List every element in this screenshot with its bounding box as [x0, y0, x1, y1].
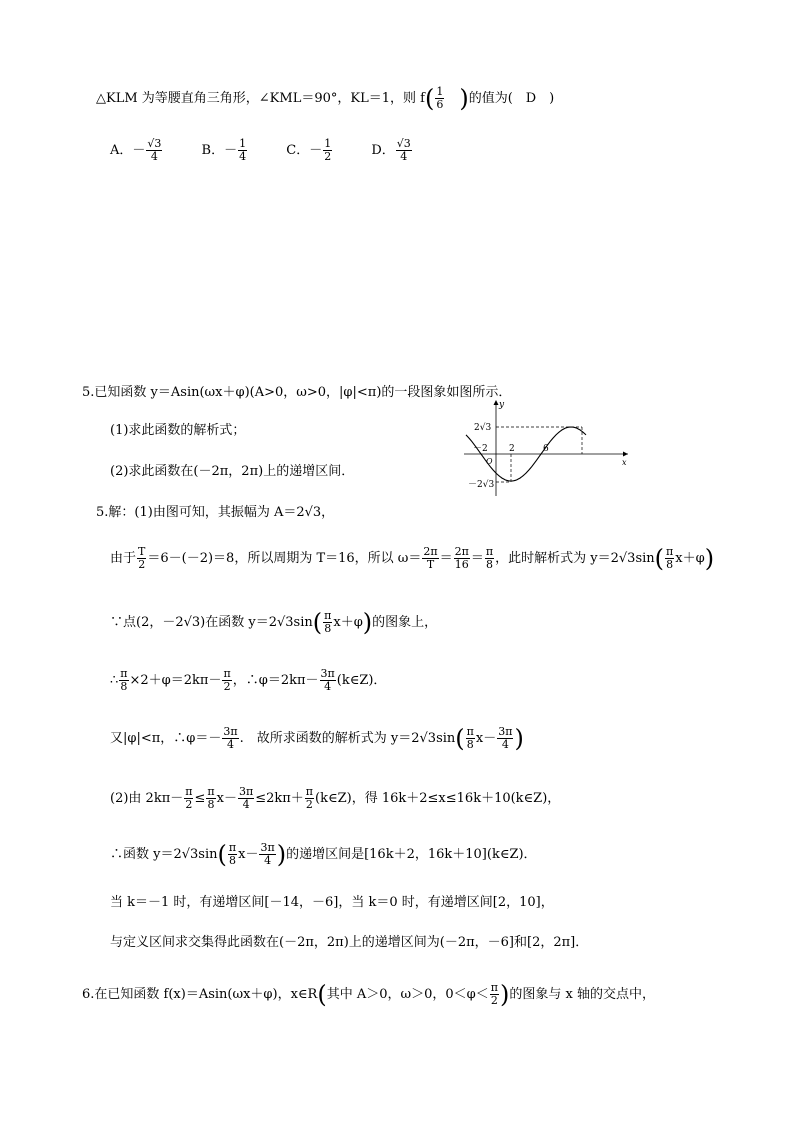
option-label: C．－ — [286, 143, 323, 158]
y-axis-label: y — [499, 400, 505, 410]
text: (2)由 2kπ－ — [110, 791, 184, 806]
text: 的图象上， — [372, 615, 438, 630]
frac-den: 8 — [666, 558, 674, 571]
q5-sub1: (1)求此函数的解析式； — [110, 423, 246, 438]
frac-num: 1 — [239, 137, 247, 150]
text: 的图象与 x 轴的交点中， — [509, 987, 655, 1002]
frac-num: π — [120, 667, 128, 680]
text: ∴ — [110, 673, 119, 688]
q4-text-a: △KLM 为等腰直角三角形，∠KML＝90°，KL＝1，则 f — [96, 91, 425, 106]
y-bottom-label: －2√3 — [468, 480, 495, 490]
text: ≤2kπ＋ — [255, 791, 304, 806]
solution-period — [110, 546, 714, 571]
solution-k-cases: 当 k＝－1 时，有递增区间[－14，－6]，当 k＝0 时，有递增区间[2，10]， — [110, 895, 554, 910]
q4-options — [110, 138, 447, 163]
frac-den: 2 — [223, 680, 231, 693]
text: ×2＋φ＝2kπ－ — [129, 673, 222, 688]
fraction — [305, 786, 314, 811]
option-d — [371, 138, 412, 163]
frac-num: π — [466, 725, 474, 738]
fraction — [454, 546, 470, 571]
frac-num: π — [223, 667, 231, 680]
paren-open: ( — [317, 980, 327, 1009]
fraction — [323, 610, 332, 635]
frac-den: 8 — [207, 798, 215, 811]
frac-num: π — [485, 545, 494, 558]
fraction — [665, 546, 674, 571]
frac-num: π — [207, 785, 215, 798]
frac-num: 3π — [260, 841, 275, 854]
text: 6.在已知函数 f(x)＝Asin(ωx＋φ)，x∈R — [82, 987, 318, 1002]
q4-stem — [96, 86, 554, 111]
fraction — [119, 668, 128, 693]
q6-stem — [82, 982, 655, 1007]
fraction — [259, 842, 275, 867]
frac-num: 3π — [238, 785, 254, 798]
x-arrow-icon — [623, 452, 628, 457]
fraction — [184, 786, 193, 811]
solution-final: 与定义区间求交集得此函数在(－2π，2π)上的递增区间为(－2π，－6]和[2，2π]． — [110, 935, 589, 950]
fraction — [422, 546, 438, 571]
option-fraction — [146, 138, 162, 163]
text: (k∈Z)，得 16k＋2≤x≤16k＋10(k∈Z)， — [315, 791, 561, 806]
frac-num: 2π — [423, 545, 438, 558]
fraction — [238, 786, 254, 811]
frac-den: 8 — [229, 854, 236, 867]
fraction — [497, 726, 513, 751]
solution-increasing — [110, 842, 537, 867]
text: 由于 — [110, 551, 137, 566]
text: x＋φ — [675, 551, 705, 566]
frac-num: 3π — [320, 667, 335, 680]
frac-den: 4 — [324, 680, 332, 693]
text: ＝6－(－2)＝8，所以周期为 T＝16，所以 ω＝ — [147, 551, 422, 566]
frac-num: π — [185, 785, 193, 798]
solution-part2 — [110, 786, 560, 811]
solution-again — [110, 726, 524, 751]
frac-den: 4 — [242, 798, 250, 811]
q5-sub2: (2)求此函数在(－2π，2π)上的递增区间． — [110, 464, 355, 479]
text: ∴函数 y＝2√3sin — [110, 847, 218, 862]
frac-den: 6 — [436, 98, 444, 111]
y-top-label: 2√3 — [474, 423, 492, 433]
text: ＝ — [439, 551, 453, 566]
frac-den: 2 — [185, 798, 193, 811]
frac-den: 8 — [466, 738, 474, 751]
fraction — [228, 842, 237, 867]
paren-close: ) — [514, 724, 524, 753]
frac-num: π — [666, 545, 674, 558]
frac-num: π — [490, 981, 498, 994]
solution-therefore — [110, 668, 386, 693]
frac-num: √3 — [147, 137, 162, 150]
paren-open: ( — [654, 544, 665, 573]
frac-den: 4 — [400, 150, 408, 163]
sine-graph — [462, 396, 632, 500]
paren-open: ( — [312, 608, 323, 637]
frac-num: π — [305, 785, 314, 798]
fraction — [466, 726, 475, 751]
paren-close: ) — [276, 840, 287, 869]
text: ∵点(2，－2√3)在函数 y＝2√3sin — [110, 615, 313, 630]
y-arrow-icon — [494, 400, 499, 405]
q5-stem: 5.已知函数 y＝Asin(ωx＋φ)(A>0，ω>0，|φ|<π)的一段图象如图所示． — [82, 385, 512, 400]
q4-fraction — [435, 86, 444, 111]
paren-open: ( — [217, 840, 227, 869]
fraction — [320, 668, 336, 693]
frac-den: 2 — [138, 558, 146, 571]
frac-den: 4 — [501, 738, 509, 751]
text: x＋φ — [333, 615, 363, 630]
frac-num: T — [138, 545, 146, 558]
fraction — [490, 982, 499, 1007]
frac-num: π — [324, 609, 332, 622]
option-label: B．－ — [201, 143, 238, 158]
frac-den: 4 — [227, 738, 235, 751]
text: x－ — [238, 847, 259, 862]
fraction — [137, 546, 146, 571]
option-a — [110, 138, 163, 163]
option-b — [202, 138, 249, 163]
x-tick-2: 2 — [509, 444, 515, 454]
paren-open: ( — [424, 84, 435, 113]
frac-den: 2 — [305, 798, 313, 811]
x-tick-neg2: －2 — [473, 444, 488, 454]
frac-den: 8 — [324, 622, 332, 635]
option-fraction — [396, 138, 412, 163]
text: . 故所求函数的解析式为 y＝2√3sin — [239, 731, 456, 746]
text: ，此时解析式为 y＝2√3sin — [495, 551, 655, 566]
frac-den: 4 — [150, 150, 158, 163]
text: ，∴φ＝2kπ－ — [232, 673, 319, 688]
frac-den: 2 — [490, 994, 498, 1007]
frac-den: T — [426, 558, 435, 571]
solution-head: 5.解：(1)由图可知，其振幅为 A＝2√3， — [96, 505, 335, 520]
frac-den: 2 — [324, 150, 332, 163]
frac-num: 3π — [498, 725, 513, 738]
frac-num: √3 — [396, 137, 411, 150]
option-label: D． — [371, 143, 395, 158]
x-tick-6: 6 — [543, 444, 549, 454]
option-c — [286, 138, 333, 163]
option-label: A．－ — [110, 143, 146, 158]
paren-close: ) — [500, 980, 510, 1009]
x-axis-label: x — [622, 458, 627, 467]
text: x－ — [475, 731, 497, 746]
origin-label: O — [486, 457, 493, 466]
frac-num: 2π — [454, 545, 469, 558]
option-fraction — [323, 138, 332, 163]
q4-text-b: 的值为( D ) — [468, 91, 555, 106]
fraction — [222, 668, 231, 693]
frac-num: 1 — [324, 137, 332, 150]
frac-den: 4 — [239, 150, 247, 163]
frac-den: 8 — [486, 558, 494, 571]
paren-close: ) — [459, 84, 469, 113]
fraction — [206, 786, 215, 811]
paren-close: ) — [362, 608, 373, 637]
frac-num: 1 — [436, 85, 444, 98]
text: ＝ — [470, 551, 484, 566]
fraction — [222, 726, 238, 751]
frac-den: 8 — [120, 680, 128, 693]
text: (k∈Z)． — [336, 673, 387, 688]
text: x－ — [216, 791, 237, 806]
paren-open: ( — [455, 724, 465, 753]
paren-close: ) — [704, 544, 715, 573]
frac-num: 3π — [223, 725, 238, 738]
option-fraction — [238, 138, 247, 163]
solution-point — [110, 610, 437, 635]
frac-den: 4 — [264, 854, 272, 867]
fraction — [485, 546, 494, 571]
text: 其中 A＞0，ω＞0，0＜φ＜ — [326, 987, 489, 1002]
text: ≤ — [194, 791, 206, 806]
text: 又|φ|<π，∴φ＝－ — [110, 731, 222, 746]
frac-num: π — [228, 841, 237, 854]
text: 的递增区间是[16k＋2，16k＋10](k∈Z)． — [286, 847, 537, 862]
frac-den: 16 — [454, 558, 469, 571]
